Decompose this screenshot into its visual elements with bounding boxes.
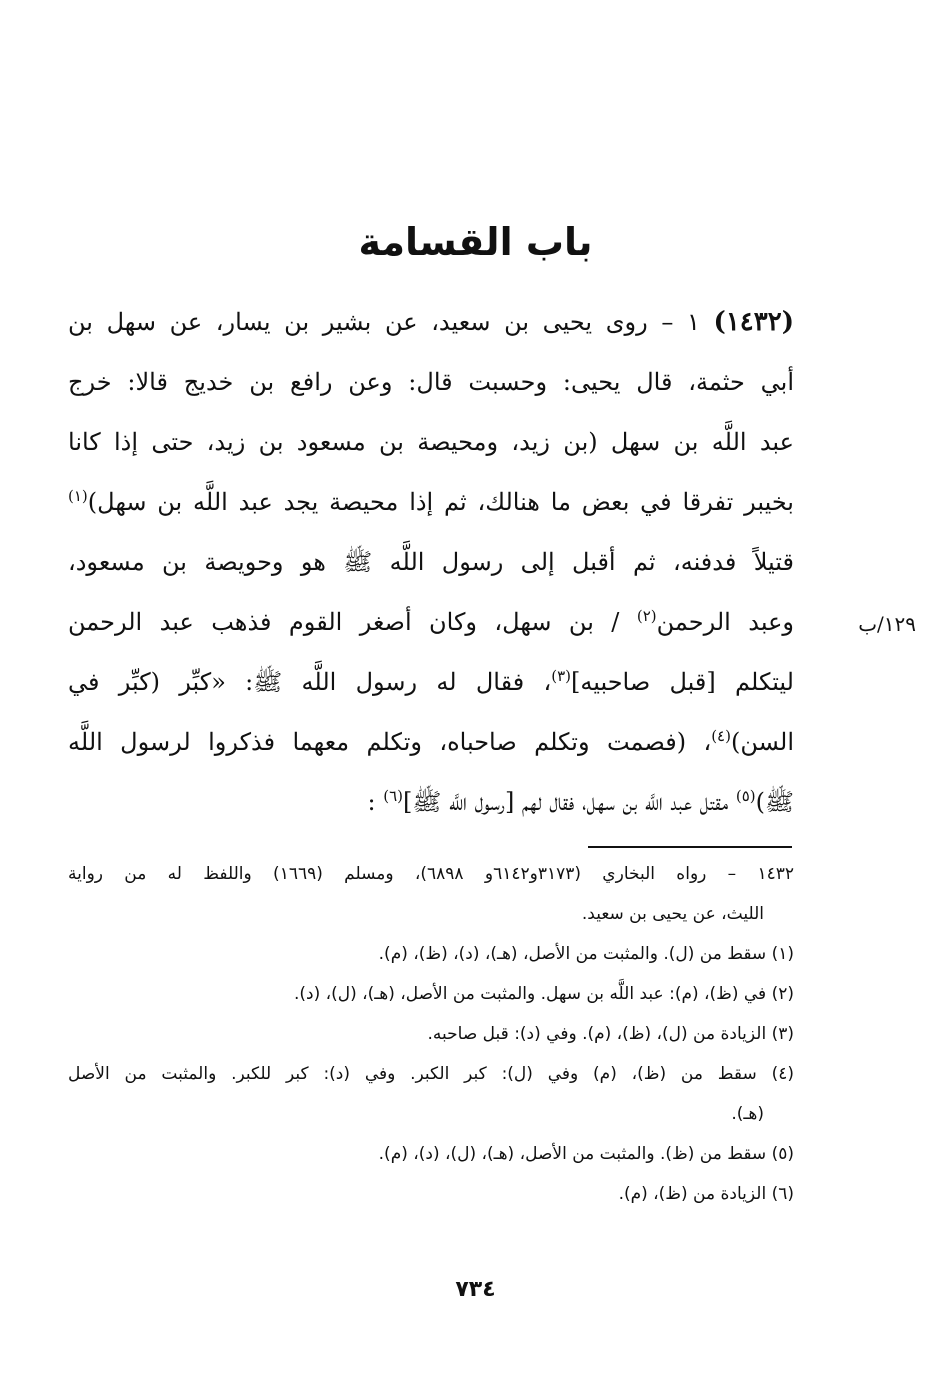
text-line-4	[68, 472, 794, 532]
footnote-ref-2: (٢)	[636, 607, 657, 625]
text-line-9-b: مقتل عبد اللَّه بن سهل، فقال لهم [رسول اللَّه ﷺ]	[403, 788, 729, 816]
text-line-4-body: بخيبر تفرقا في بعض ما هنالك، ثم إذا محيصة يجد عبد اللَّه بن سهل)	[87, 488, 794, 516]
text-line-6-a: وعبد الرحمن	[656, 608, 794, 636]
text-line-9	[68, 772, 794, 832]
text-line-7	[68, 652, 794, 712]
footnote-ref-1: (١)	[68, 487, 88, 505]
text-line-1-body: ١ – روى يحيى بن سعيد، عن بشير بن يسار، عن سهل بن	[68, 308, 700, 336]
text-line-6-b: / بن سهل، وكان أصغر القوم فذهب عبد الرحمن	[68, 608, 620, 636]
text-line-9-a: ﷺ)	[755, 788, 794, 816]
footnote-3: (٣) الزيادة من (ل)، (ظ)، (م). وفي (د): قبل صاحبه.	[427, 1024, 794, 1044]
hadith-number: (١٤٣٢)	[713, 307, 794, 337]
footnote-source-cont: الليث، عن يحيى بن سعيد.	[581, 904, 764, 924]
footnote-4: (٤) سقط من (ظ)، (م) وفي (ل): كبر الكبر. وفي (د): كبر للكبر. والمثبت من الأصل	[68, 1064, 794, 1084]
hadith-text	[68, 292, 794, 832]
text-line-7-b: ، فقال له رسول اللَّه ﷺ: «كبِّر (كبِّر في	[68, 668, 552, 696]
text-line-3: عبد اللَّه بن سهل (بن زيد، ومحيصة بن مسعود بن زيد، حتى إذا كانا	[68, 428, 794, 456]
page-number: ٧٣٤	[455, 1277, 496, 1302]
text-line-8	[68, 712, 794, 772]
footnote-4-cont: (هـ).	[731, 1104, 764, 1124]
footnote-source: ١٤٣٢ – رواه البخاري (٣١٧٣و٦١٤٢و ٦٨٩٨)، ومسلم (١٦٦٩) واللفظ له من رواية	[68, 864, 794, 884]
footnote-ref-5: (٥)	[735, 787, 756, 805]
footnote-ref-3: (٣)	[551, 667, 571, 685]
footnote-ref-6: (٦)	[383, 787, 404, 805]
footnote-ref-4: (٤)	[711, 727, 731, 745]
footnote-2: (٢) في (ظ)، (م): عبد اللَّه بن سهل. والمثبت من الأصل، (هـ)، (ل)، (د).	[293, 984, 794, 1004]
footnote-5: (٥) سقط من (ظ). والمثبت من الأصل، (هـ)، (ل)، (د)، (م).	[378, 1144, 794, 1164]
text-line-7-a: ليتكلم [قبل صاحبيه]	[570, 668, 794, 696]
footnote-separator	[588, 846, 792, 848]
manuscript-folio-ref: ١٢٩/ب	[858, 612, 916, 636]
text-line-1	[68, 292, 794, 352]
footnote-1: (١) سقط من (ل). والمثبت من الأصل، (هـ)، (د)، (ظ)، (م).	[378, 944, 794, 964]
footnote-6: (٦) الزيادة من (ظ)، (م).	[618, 1184, 794, 1204]
text-line-6	[68, 592, 794, 652]
text-line-8-b: ، (فصمت وتكلم صاحباه، وتكلم معهما فذكروا لرسول اللَّه	[68, 728, 712, 756]
text-line-5: قتيلاً فدفنه، ثم أقبل إلى رسول اللَّه ﷺ هو وحويصة بن مسعود،	[68, 548, 794, 576]
chapter-title: باب القسامة	[358, 220, 593, 264]
footnotes	[68, 854, 794, 1214]
text-line-2: أبي حثمة، قال يحيى: وحسبت قال: وعن رافع بن خديج قالا: خرج	[68, 368, 794, 396]
text-line-9-c: :	[367, 788, 376, 816]
text-line-8-a: السن)	[730, 728, 794, 756]
